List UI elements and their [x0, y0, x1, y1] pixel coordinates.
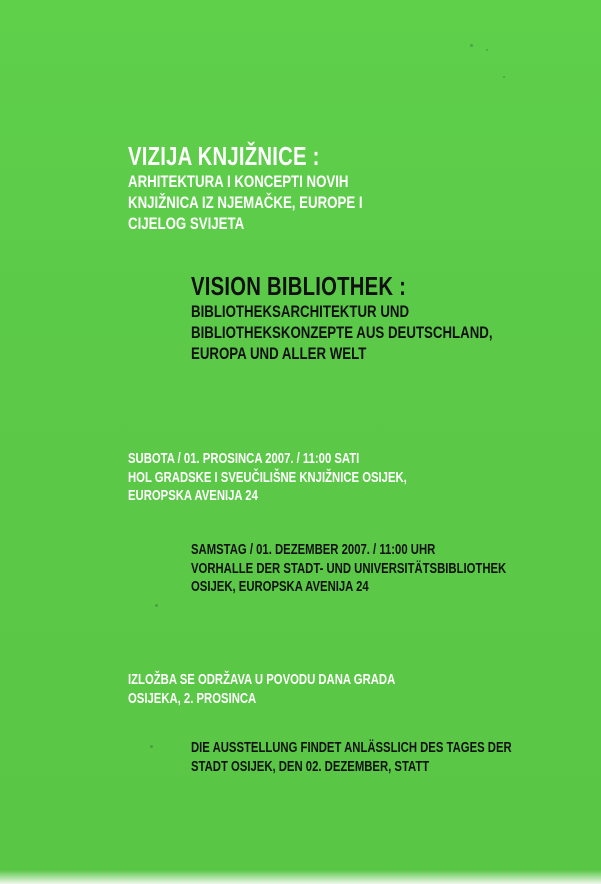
paper-speck	[155, 604, 158, 607]
event-info-de	[191, 541, 506, 597]
event-venue-hr: HOL GRADSKE I SVEUČILIŠNE KNJIŽNICE OSIJEK,	[128, 469, 407, 486]
subtitle-de-line: EUROPA UND ALLER WELT	[191, 344, 367, 363]
event-info-hr	[128, 450, 407, 506]
occasion-hr-line: OSIJEKA, 2. PROSINCA	[128, 690, 257, 707]
subtitle-hr-line: ARHITEKTURA I KONCEPTI NOVIH	[128, 172, 349, 191]
subtitle-de-line: BIBLIOTHEKSKONZEPTE AUS DEUTSCHLAND,	[191, 323, 493, 342]
paper-speck	[470, 44, 473, 47]
subtitle-hr-line: KNJIŽNICA IZ NJEMAČKE, EUROPE I	[128, 193, 363, 212]
title-block-de	[191, 271, 493, 364]
occasion-de-line: STADT OSIJEK, DEN 02. DEZEMBER, STATT	[191, 758, 430, 775]
event-address-hr: EUROPSKA AVENIJA 24	[128, 488, 258, 504]
subtitle-de-line: BIBLIOTHEKSARCHITEKTUR UND	[191, 302, 410, 321]
title-de: VISION BIBLIOTHEK :	[191, 271, 407, 301]
occasion-de	[191, 739, 512, 776]
occasion-hr	[128, 671, 395, 708]
event-venue-de: VORHALLE DER STADT- UND UNIVERSITÄTSBIBLIOTHEK	[191, 560, 507, 577]
paper-speck	[486, 49, 488, 51]
event-address-de: OSIJEK, EUROPSKA AVENIJA 24	[191, 579, 369, 595]
event-date-hr: SUBOTA / 01. PROSINCA 2007. / 11:00 SATI	[128, 451, 360, 467]
paper-speck	[150, 745, 153, 748]
title-block-hr	[128, 141, 363, 234]
paper-speck	[503, 76, 505, 78]
subtitle-hr-line: CIJELOG SVIJETA	[128, 214, 245, 233]
event-date-de: SAMSTAG / 01. DEZEMBER 2007. / 11:00 UHR	[191, 542, 436, 558]
occasion-de-line: DIE AUSSTELLUNG FINDET ANLÄSSLICH DES TAGES DER	[191, 740, 512, 756]
title-hr: VIZIJA KNJIŽNICE :	[128, 141, 320, 171]
occasion-hr-line: IZLOŽBA SE ODRŽAVA U POVODU DANA GRADA	[128, 672, 396, 688]
